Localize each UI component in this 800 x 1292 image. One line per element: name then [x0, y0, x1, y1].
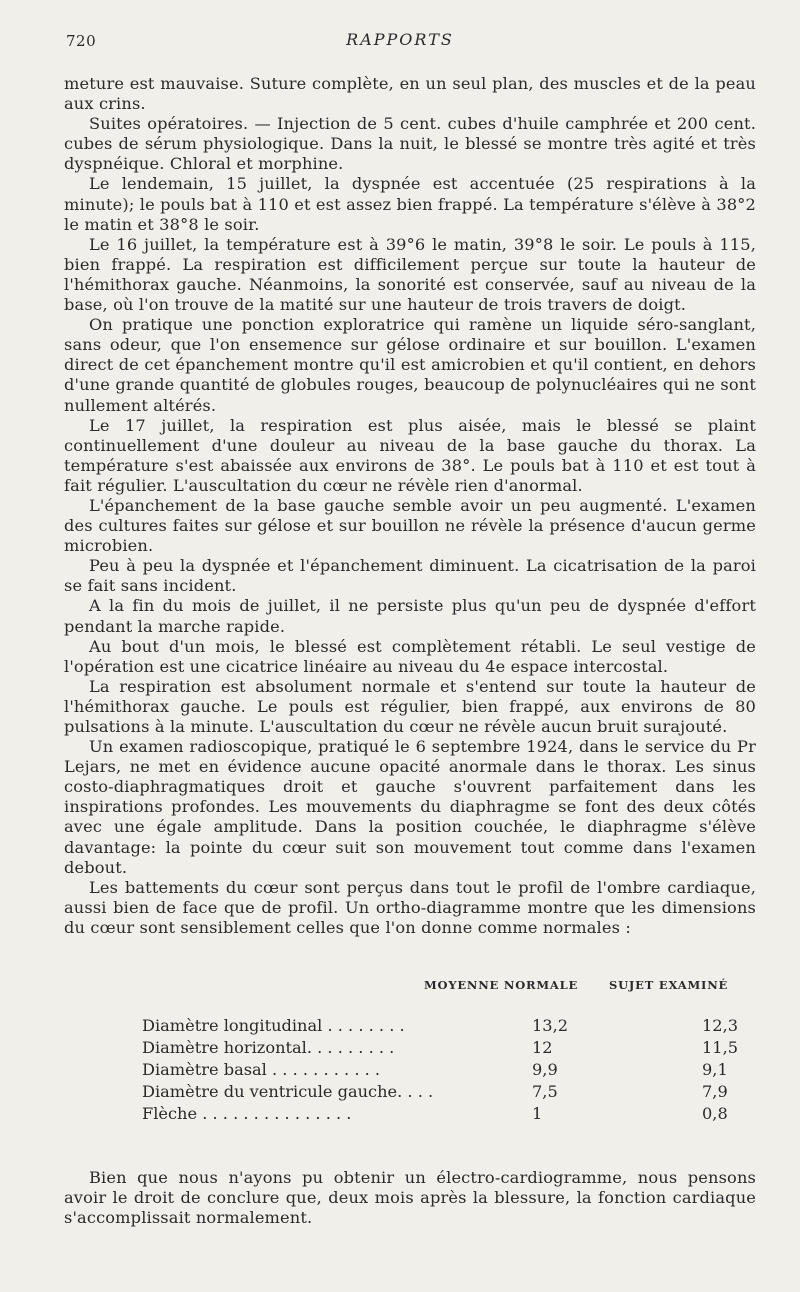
paragraph: meture est mauvaise. Suture complète, en un seul plan, des muscles et de la peau aux crins.	[64, 74, 756, 114]
paragraph: A la fin du mois de juillet, il ne persiste plus qu'un peu de dyspnée d'effort pendant la marche rapide.	[64, 596, 756, 636]
row-label: Diamètre basal . . . . . . . . . . .	[142, 1060, 381, 1080]
paragraph: Peu à peu la dyspnée et l'épanchement diminuent. La cicatrisation de la paroi se fait sans incident.	[64, 556, 756, 596]
table-row	[142, 1038, 742, 1060]
paragraph: On pratique une ponction exploratrice qui ramène un liquide séro-sanglant, sans odeur, que l'on ensemence sur gélose ordinaire et sur bouillon. L'examen direct de cet épanchement montre qu'il est amicrobien et qu'il contient, en dehors d'une grande quantité de globules rouges, beaucoup de polynucléaires qui ne sont nullement altérés.	[64, 315, 756, 415]
page-number: 720	[66, 32, 97, 50]
normal-value: 1	[532, 1104, 543, 1124]
normal-value: 13,2	[532, 1016, 569, 1036]
table-row	[142, 1016, 742, 1038]
subject-value: 11,5	[702, 1038, 739, 1058]
subject-value: 0,8	[702, 1104, 728, 1124]
row-label: Diamètre horizontal. . . . . . . . .	[142, 1038, 395, 1058]
running-title: RAPPORTS	[346, 30, 454, 49]
paragraph: L'épanchement de la base gauche semble avoir un peu augmenté. L'examen des cultures faites sur gélose et sur bouillon ne révèle la présence d'aucun germe microbien.	[64, 495, 756, 556]
row-label: Flèche . . . . . . . . . . . . . . .	[142, 1104, 352, 1124]
closing-paragraph: Bien que nous n'ayons pu obtenir un électro-cardiogramme, nous pensons avoir le droit de conclure que, deux mois après la blessure, la fonction cardiaque s'accomplissait normalement.	[64, 1168, 756, 1228]
subject-value: 12,3	[702, 1016, 739, 1036]
table-row	[142, 1104, 742, 1126]
subject-value: 9,1	[702, 1060, 728, 1080]
table-row	[142, 1060, 742, 1082]
paragraph: Un examen radioscopique, pratiqué le 6 septembre 1924, dans le service du Pr Lejars, ne met en évidence aucune opacité anormale dans le thorax. Les sinus costo-diaphragmatiques droit et gauche s'ouvrent parfaitement dans les inspirations profondes. Les mouvements du diaphragme se font des deux côtés avec une égale amplitude. Dans la position couchée, le diaphragme s'élève davantage: la pointe du cœur suit son mouvement tout comme dans l'examen debout.	[64, 737, 756, 877]
column-header-normal: MOYENNE NORMALE	[424, 978, 579, 993]
normal-value: 9,9	[532, 1060, 558, 1080]
page-header	[0, 24, 800, 54]
column-header-subject: SUJET EXAMINÉ	[609, 978, 729, 993]
normal-value: 7,5	[532, 1082, 558, 1102]
paragraph: Suites opératoires. — Injection de 5 cent. cubes d'huile camphrée et 200 cent. cubes de sérum physiologique. Dans la nuit, le blessé se montre très agité et très dyspnéique. Chloral et morphine.	[64, 114, 756, 174]
normal-value: 12	[532, 1038, 553, 1058]
paragraph: La respiration est absolument normale et s'entend sur toute la hauteur de l'hémithorax gauche. Le pouls est régulier, bien frappé, aux environs de 80 pulsations à la minute. L'auscultation du cœur ne révèle aucun bruit surajouté.	[64, 676, 756, 736]
paragraph: Les battements du cœur sont perçus dans tout le profil de l'ombre cardiaque, aussi bien de face que de profil. Un ortho-diagramme montre que les dimensions du cœur sont sensiblement celles que l'on donne comme normales :	[64, 877, 756, 937]
paragraph: Le 17 juillet, la respiration est plus aisée, mais le blessé se plaint continuellement d'une douleur au niveau de la base gauche du thorax. La température s'est abaissée aux environs de 38°. Le pouls bat à 110 et est tout à fait régulier. L'auscultation du cœur ne révèle rien d'anormal.	[64, 415, 756, 495]
paragraph: Au bout d'un mois, le blessé est complètement rétabli. Le seul vestige de l'opération est une cicatrice linéaire au niveau du 4e espace intercostal.	[64, 636, 756, 676]
paragraph: Le lendemain, 15 juillet, la dyspnée est accentuée (25 respirations à la minute); le pouls bat à 110 et est assez bien frappé. La température s'élève à 38°2 le matin et 38°8 le soir.	[64, 174, 756, 234]
row-label: Diamètre du ventricule gauche. . . .	[142, 1082, 434, 1102]
text-body	[64, 74, 756, 1228]
heart-dimensions-table	[64, 978, 756, 1168]
paragraph: Le 16 juillet, la température est à 39°6 le matin, 39°8 le soir. Le pouls à 115, bien frappé. La respiration est difficilement perçue sur toute la hauteur de l'hémithorax gauche. Néanmoins, la sonorité est conservée, sauf au niveau de la base, où l'on trouve de la matité sur une hauteur de trois travers de doigt.	[64, 234, 756, 315]
table-row	[142, 1082, 742, 1104]
row-label: Diamètre longitudinal . . . . . . . .	[142, 1016, 405, 1036]
subject-value: 7,9	[702, 1082, 728, 1102]
